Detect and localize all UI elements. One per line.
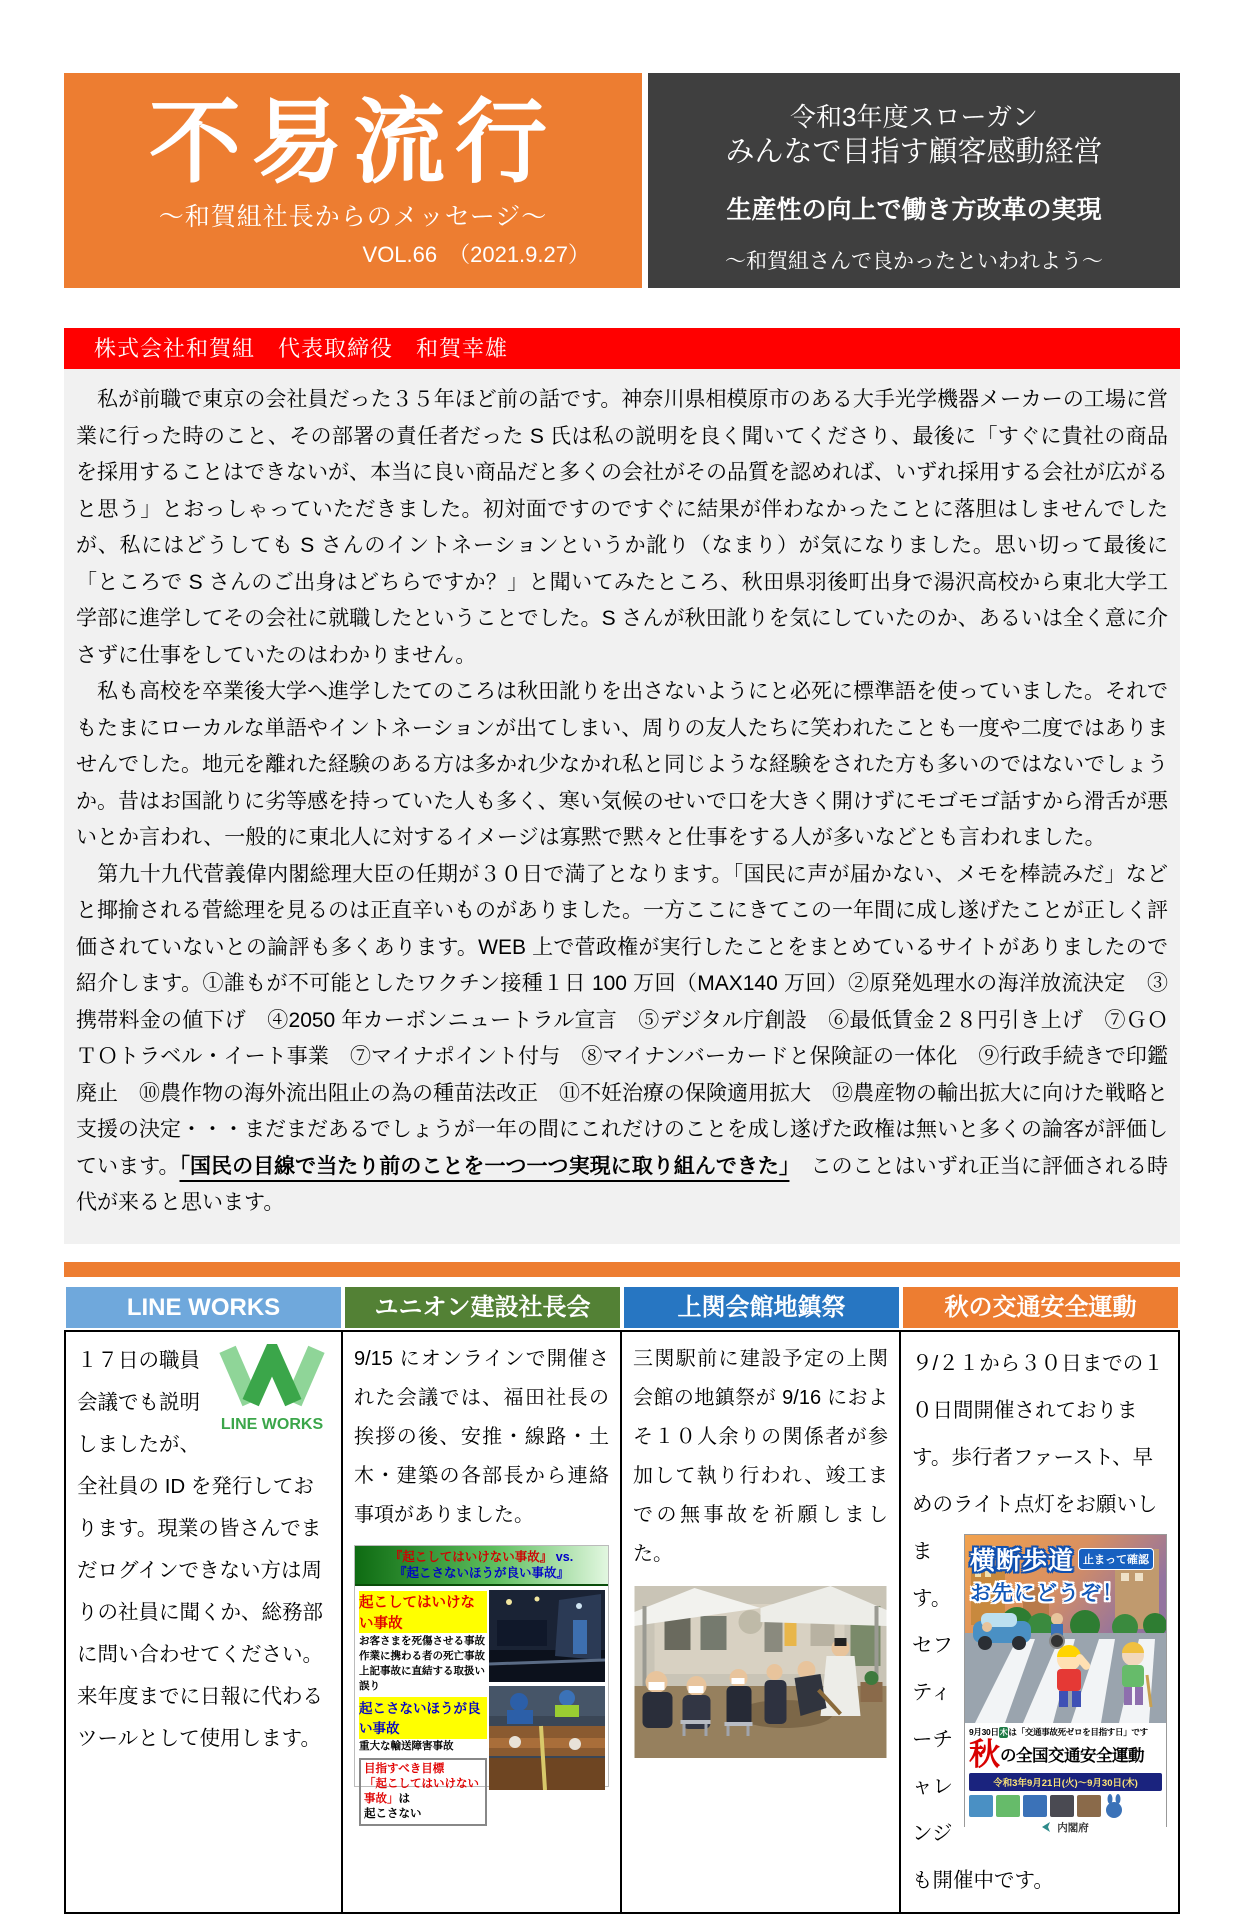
groundbreaking-photo bbox=[633, 1586, 888, 1758]
lineworks-text: １７日の職員会議でも説明しましたが、全社員の ID を発行しております。現業の皆さんでまだログインできない方は周りの社員に聞くか、総務部に問い合わせてください。来年度までに日報に代わるツールとして使用します。 bbox=[77, 1348, 323, 1750]
accident-slide-title bbox=[355, 1546, 608, 1587]
newsletter-volume-date: VOL.66 （2021.9.27） bbox=[362, 242, 590, 268]
goal-line-1 bbox=[364, 1777, 482, 1807]
bad-accident-item-2: 作業に携わる者の死亡事故 bbox=[359, 1650, 485, 1662]
campaign-icon-2 bbox=[996, 1795, 1020, 1817]
lineworks-w-icon bbox=[218, 1344, 326, 1408]
campaign-icon-row bbox=[969, 1794, 1162, 1818]
bad-accident-item-3: 上記事故に直結する取扱い誤り bbox=[359, 1665, 485, 1692]
goal-line-2: 起こさない bbox=[364, 1808, 422, 1820]
paragraph-2: 私も高校を卒業後大学へ進学したてのころは秋田訛りを出さないようにと必死に標準語を使っていました。それでもたまにローカルな単語やイントネーションが出てしまい、周りの友人たちに笑われたことも一度や二度ではありませんでした。地元を離れた経験のある方は多かれ少なかれ私と同じような経験をされた方も多いのではないでしょうか。昔はお国訛りに劣等感を持っていた人も多く、寒い気候のせいで口を大きく開けずにモゴモゴ話すから滑舌が悪いとか言われ、一般的に東北人に対するイメージは寡黙で黙々と仕事をする人が多いなどとも言われました。 bbox=[76, 680, 1168, 849]
paragraph-3 bbox=[76, 857, 1168, 1222]
news-headers bbox=[64, 1287, 1180, 1330]
news-header-lineworks: LINE WORKS bbox=[66, 1287, 341, 1328]
ceremony-text: 三関駅前に建設予定の上関会館の地鎮祭が 9/16 におよそ１０人余りの関係者が参加して執り行われ、竣工までの無事故を祈願しました。 bbox=[633, 1347, 888, 1565]
news-cell-ceremony bbox=[620, 1330, 901, 1914]
goal-line-red: 「起こしてはいけない事故」 bbox=[364, 1778, 479, 1805]
campaign-title bbox=[969, 1736, 1162, 1772]
paragraph-3-closing: このことはいずれ正当に評価される時代が来ると思います。 bbox=[76, 1154, 1168, 1214]
section-divider bbox=[64, 1262, 1180, 1277]
campaign-icon-4 bbox=[1050, 1795, 1074, 1817]
better-accident-item: 重大な輸送障害事故 bbox=[359, 1740, 454, 1752]
campaign-rest: の全国交通安全運動 bbox=[1000, 1746, 1144, 1765]
poster-sub-text: お先にどうぞ！ bbox=[970, 1581, 1124, 1605]
night-work-photo bbox=[489, 1590, 605, 1682]
paragraph-1: 私が前職で東京の会社員だった３５年ほど前の話です。神奈川県相模原市のある大手光学機器メーカーの工場に営業に行った時のこと、その部署の責任者だった S 氏は私の説明を良く聞いてくださり、最後に「すぐに貴社の商品を採用することはできないが、本当に良い商品だと多くの会社がその品質を認めれば、いずれ採用する会社が広がると思う」とおっしゃっていただきました。初対面ですのですぐに結果が伴わなかったことに落胆はしませんでしたが、私にはどうしても S さんのイントネーションというか訛り（なまり）が気になりました。思い切って最後に「ところで S さんのご出身はどちらですか？」と聞いてみたところ、秋田県羽後町出身で湯沢高校から東北大学工学部に進学してその会社に就職したということでした。S さんが秋田訛りを気にしていたのか、あるいは全く意に介さずに仕事をしていたのはわかりません。 bbox=[76, 388, 1168, 667]
zero-day-date: 9月30日 bbox=[969, 1726, 999, 1737]
slide-title-vs: vs. bbox=[555, 1549, 574, 1564]
lineworks-logo bbox=[214, 1344, 330, 1434]
accident-slide bbox=[354, 1545, 609, 1820]
poster-caption-area bbox=[965, 1723, 1166, 1835]
bad-accident-title: 起こしてはいけない事故 bbox=[359, 1591, 487, 1633]
lineworks-logo-text: LINE WORKS bbox=[220, 1415, 324, 1433]
goal-title: 目指すべき目標 bbox=[364, 1763, 445, 1775]
slide-title-blue: 『起こさないほうが良い事故』 bbox=[393, 1565, 569, 1580]
zero-day-text: は「交通事故死ゼロを目指す日」です bbox=[1008, 1726, 1148, 1737]
newsletter-content bbox=[64, 73, 1180, 1914]
goal-box bbox=[359, 1758, 487, 1826]
masthead bbox=[64, 73, 1180, 288]
campaign-aki: 秋 bbox=[969, 1736, 1000, 1772]
slogan-bold: 生産性の向上で働き方改革の実現 bbox=[726, 195, 1102, 224]
masthead-orange-panel bbox=[64, 73, 642, 288]
campaign-icon-3 bbox=[1023, 1795, 1047, 1817]
author-banner: 株式会社和賀組 代表取締役 和賀幸雄 bbox=[64, 328, 1180, 369]
news-header-ceremony: 上関会館地鎮祭 bbox=[624, 1287, 899, 1328]
poster-badge-text: 止まって確認 bbox=[1078, 1548, 1154, 1570]
poster-main-text: 横断歩道 bbox=[970, 1546, 1075, 1575]
traffic-safety-text-a: ９/２１から３０日までの１０日間開催されております。歩行者ファースト、早めのライト点灯をお bbox=[912, 1351, 1164, 1516]
accident-slide-text bbox=[359, 1591, 487, 1826]
accident-slide-body bbox=[355, 1586, 608, 1826]
news-header-traffic-safety: 秋の交通安全運動 bbox=[903, 1287, 1178, 1328]
paragraph-3-emphasis: 「国民の目線で当たり前のことを一つ一つ実現に取り組んできた」 bbox=[179, 1154, 790, 1178]
news-cells bbox=[64, 1330, 1180, 1914]
zero-day-mark: 木 bbox=[999, 1727, 1008, 1737]
campaign-icon-5 bbox=[1077, 1795, 1101, 1817]
slogan-label: 令和3年度スローガン bbox=[790, 102, 1038, 132]
slogan-panel bbox=[648, 73, 1180, 288]
news-section bbox=[64, 1287, 1180, 1914]
news-cell-lineworks bbox=[64, 1330, 343, 1914]
traffic-safety-poster bbox=[964, 1534, 1167, 1834]
slide-title-red: 『起こしてはいけない事故』 bbox=[389, 1549, 553, 1564]
cabinet-office-logo-icon bbox=[1042, 1822, 1054, 1832]
bad-accident-item-1: お客さまを死傷させる事故 bbox=[359, 1635, 485, 1647]
news-cell-traffic-safety bbox=[899, 1330, 1180, 1914]
agency-line bbox=[969, 1820, 1162, 1835]
union-meeting-text: 9/15 にオンラインで開催された会議では、福田社長の挨拶の後、安推・線路・土木・建築の各部長から連絡事項がありました。 bbox=[354, 1347, 609, 1526]
rail-repair-photo bbox=[489, 1686, 605, 1790]
goal-line-black: は bbox=[398, 1793, 410, 1805]
slogan-main: みんなで目指す顧客感動経営 bbox=[725, 135, 1103, 168]
newsletter-title: 不易流行 bbox=[148, 88, 557, 196]
news-cell-union-meeting bbox=[341, 1330, 622, 1914]
traffic-safety-text-b: 願いします。セフティーチャレンジも開催中です。 bbox=[912, 1492, 1158, 1892]
newsletter-subtitle: ～和賀組社長からのメッセージ～ bbox=[158, 203, 548, 232]
poster-headline bbox=[970, 1541, 1162, 1607]
news-header-union-meeting: ユニオン建設社長会 bbox=[345, 1287, 620, 1328]
message-section bbox=[64, 328, 1180, 1244]
paragraph-3-text: 第九十九代菅義偉内閣総理大臣の任期が３０日で満了となります。「国民に声が届かない、メモを棒読みだ」などと揶揄される菅総理を見るのは正直辛いものがありました。一方ここにきてこの一年間に成し遂げたことが正しく評価されていないとの論評も多くあります。WEB 上で菅政権が実行したことをまとめているサイトがありましたので紹介します。①誰もが不可能としたワクチン接種１日 100 万回（MAX140 万回）②原発処理水の海洋放流決定 ③携帯料金の値下げ ④2050 年カーボンニュートラル宣言 ⑤デジタル庁創設 ⑥最低賃金２８円引き上げ ⑦ＧＯＴＯトラベル・イート事業 ⑦マイナポイント付与 ⑧マイナンバーカードと保険証の一体化 ⑨行政手続きで印鑑廃止 ⑩農作物の海外流出阻止の為の種苗法改正 ⑪不妊治療の保険適用拡大 ⑫農産物の輸出拡大に向けた戦略と支援の決定・・・まだまだあるでしょうが一年の間にこれだけのことを成し遂げた政権は無いと多くの論客が評価しています。 bbox=[76, 862, 1168, 1178]
mascot-rabbit-icon bbox=[1104, 1794, 1124, 1818]
agency-name: 内閣府 bbox=[1057, 1821, 1089, 1834]
campaign-period: 令和3年9月21日(火)～9月30日(木) bbox=[969, 1773, 1162, 1791]
better-accident-title: 起こさないほうが良い事故 bbox=[359, 1697, 487, 1739]
message-body bbox=[64, 369, 1180, 1222]
campaign-icon-1 bbox=[969, 1795, 993, 1817]
slogan-sub: ～和賀組さんで良かったといわれよう～ bbox=[725, 249, 1103, 273]
poster-illustration bbox=[965, 1535, 1166, 1723]
